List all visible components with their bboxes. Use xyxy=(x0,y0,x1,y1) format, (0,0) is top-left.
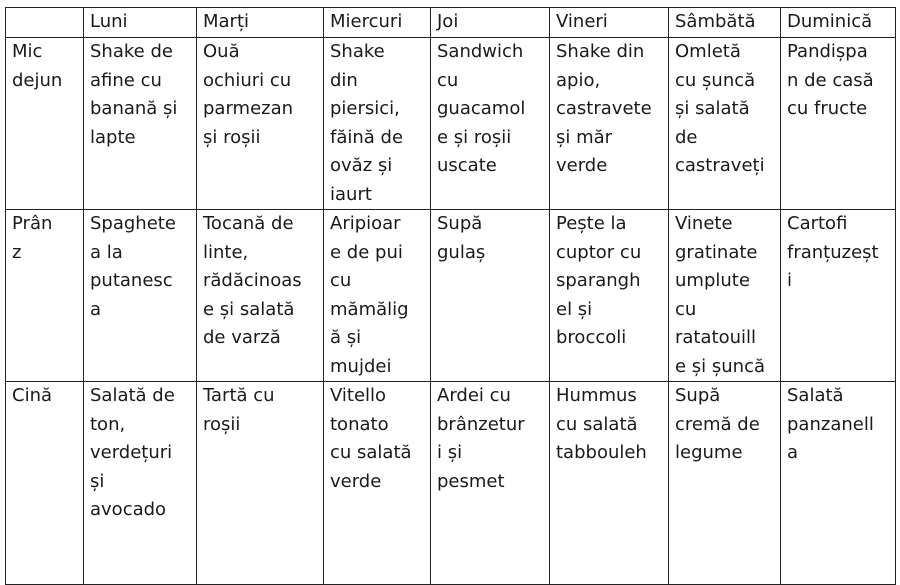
meal-cell xyxy=(550,382,669,585)
meal-cell-text: Salată panzanell a xyxy=(787,385,874,463)
meal-cell xyxy=(197,210,324,382)
meal-row-breakfast xyxy=(6,38,896,210)
meal-cell-text: Aripioar e de pui cu mămălig ă și mujdei xyxy=(330,213,409,377)
weekly-meal-plan-table xyxy=(5,7,896,585)
meal-cell-text: Supă cremă de legume xyxy=(675,385,760,463)
meal-cell-text: Pandișpa n de casă cu fructe xyxy=(787,41,874,119)
meal-row-dinner xyxy=(6,382,896,585)
meal-cell xyxy=(84,210,197,382)
meal-cell xyxy=(669,382,781,585)
meal-label-breakfast xyxy=(6,38,84,210)
corner-cell xyxy=(6,8,84,38)
meal-cell-text: Sandwich cu guacamol e și roșii uscate xyxy=(437,41,526,176)
meal-cell-text: Supă gulaș xyxy=(437,213,486,263)
day-header-thursday: Joi xyxy=(431,8,550,38)
day-header-wednesday: Miercuri xyxy=(324,8,431,38)
meal-cell xyxy=(324,38,431,210)
meal-cell-text: Hummus cu salată tabbouleh xyxy=(556,385,647,463)
meal-cell xyxy=(669,38,781,210)
meal-cell-text: Shake din apio, castravete și măr verde xyxy=(556,41,652,176)
meal-cell-text: Vinete gratinate umplute cu ratatouill e și șuncă xyxy=(675,213,766,377)
meal-cell-text: Ardei cu brânzetur i și pesmet xyxy=(437,385,525,492)
meal-cell xyxy=(324,382,431,585)
meal-cell xyxy=(781,210,896,382)
meal-label-text: Prân z xyxy=(12,213,53,263)
day-header-saturday: Sâmbătă xyxy=(669,8,781,38)
meal-cell-text: Salată de ton, verdețuri și avocado xyxy=(90,385,175,520)
meal-cell xyxy=(781,382,896,585)
meal-cell xyxy=(781,38,896,210)
meal-cell xyxy=(550,210,669,382)
meal-cell xyxy=(84,38,197,210)
meal-cell xyxy=(431,38,550,210)
meal-cell-text: Shake de afine cu banană și lapte xyxy=(90,41,178,148)
day-header-tuesday: Marți xyxy=(197,8,324,38)
header-row xyxy=(6,8,896,38)
meal-cell-text: Omletă cu șuncă și salată de castraveți xyxy=(675,41,765,176)
meal-label-dinner xyxy=(6,382,84,585)
meal-cell xyxy=(197,382,324,585)
meal-cell xyxy=(431,382,550,585)
meal-cell xyxy=(197,38,324,210)
meal-cell-text: Ouă ochiuri cu parmezan și roșii xyxy=(203,41,294,148)
meal-cell-text: Spaghete a la putanesc a xyxy=(90,213,176,320)
day-header-friday: Vineri xyxy=(550,8,669,38)
meal-label-text: Cină xyxy=(12,385,53,406)
meal-cell-text: Pește la cuptor cu sparangh el și broccoli xyxy=(556,213,642,348)
meal-cell xyxy=(669,210,781,382)
meal-cell xyxy=(324,210,431,382)
meal-cell xyxy=(84,382,197,585)
meal-label-text: Mic dejun xyxy=(12,41,63,91)
meal-cell-text: Tartă cu roșii xyxy=(203,385,275,435)
day-header-monday: Luni xyxy=(84,8,197,38)
meal-cell-text: Cartofi franțuzeșt i xyxy=(787,213,879,291)
meal-cell-text: Shake din piersici, făină de ovăz și iaurt xyxy=(330,41,404,205)
meal-label-lunch xyxy=(6,210,84,382)
meal-cell xyxy=(550,38,669,210)
meal-row-lunch xyxy=(6,210,896,382)
meal-cell-text: Vitello tonato cu salată verde xyxy=(330,385,412,492)
meal-cell-text: Tocană de linte, rădăcinoas e și salată de varză xyxy=(203,213,302,348)
day-header-sunday: Duminică xyxy=(781,8,896,38)
meal-cell xyxy=(431,210,550,382)
